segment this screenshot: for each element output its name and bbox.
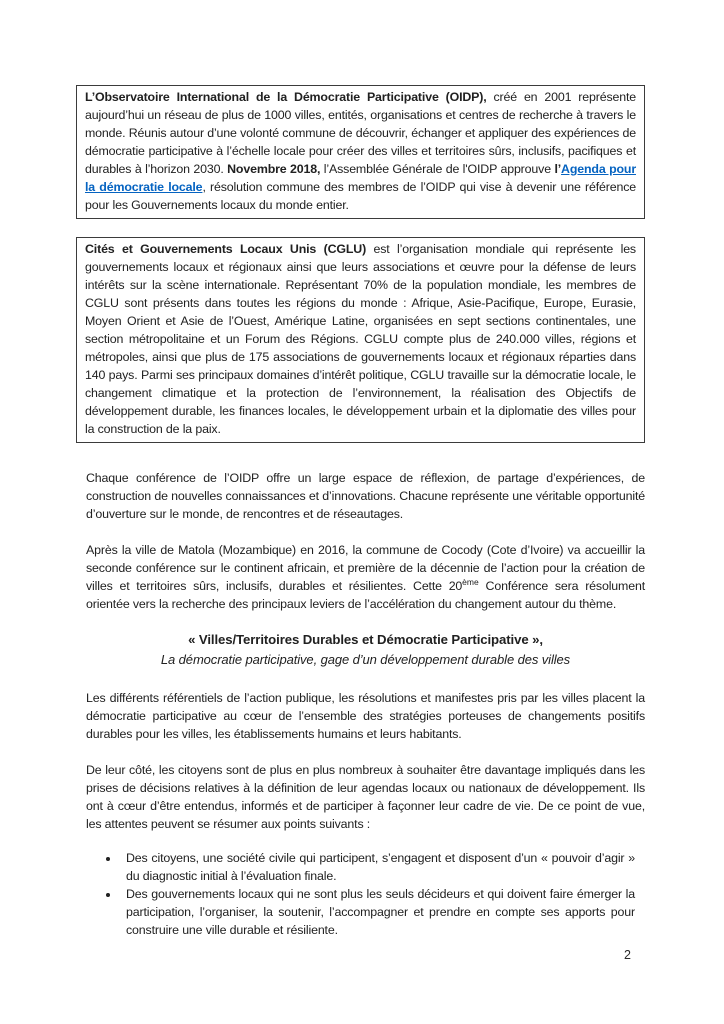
oidp-box-bold-apostrophe: l’ [554, 162, 562, 176]
expectation-item-citoyens: • Des citoyens, une société civile qui participent, s’engagent et disposent d’un « pouvoir d’agir » du diagnostic initial à l’évaluation finale. [120, 849, 635, 885]
cglu-box-bold-intro: Cités et Gouvernements Locaux Unis (CGLU) [85, 242, 367, 256]
paragraph-cocody-conference [86, 541, 645, 613]
cocody-text-a: Après la ville de Matola (Mozambique) en 2016, la commune de Cocody (Cote d’Ivoire) va accueillir la seconde conférence sur le continent africain, et première de la décennie de l’action pour la création de villes et territoires sûrs, inclusifs, durables et résilientes. Cette 20 [86, 543, 645, 593]
expectation-item-gouvernements: • Des gouvernements locaux qui ne sont plus les seuls décideurs et qui doivent faire émerger la participation, l’organiser, la soutenir, l’accompagner et prendre en compte ses apports pour construire une ville durable et résiliente. [120, 885, 635, 939]
oidp-box-text-b: l’Assemblée Générale de l'OIDP approuve [320, 162, 555, 176]
cocody-text-b: Conférence sera résolument orientée vers la recherche des principaux leviers de l’accélération du changement autour du thème. [86, 579, 645, 611]
agenda-democratie-locale-link[interactable]: Agenda pour la démocratie locale [85, 162, 636, 194]
conference-theme-title: « Villes/Territoires Durables et Démocratie Participative », [188, 632, 543, 647]
cglu-info-box [76, 237, 645, 443]
oidp-box-text-a: créé en 2001 représente aujourd’hui un réseau de plus de 1000 villes, entités, organisations et centres de recherche à travers le monde. Réunis autour d’une volonté commune de découvrir, échanger et appliquer des expériences de démocratie participative à l’échelle locale pour créer des villes et territoires sûrs, inclusifs, pacifiques et durables à l’horizon 2030. [85, 90, 637, 176]
oidp-box-bold-intro: L’Observatoire International de la Démocratie Participative (OIDP), [85, 90, 487, 104]
paragraph-referentiels: Les différents référentiels de l’action publique, les résolutions et manifestes pris par les villes placent la démocratie participative au cœur de l’ensemble des stratégies porteuses de changements positifs durables pour les villes, les établissements humains et leurs habitants. [86, 691, 645, 741]
cglu-box-text: est l’organisation mondiale qui représente les gouvernements locaux et régionaux ainsi que leurs associations et œuvre pour la défense de leurs intérêts sur la scène internationale. Représentant 70% de la population mondiale, les membres de CGLU sont présents dans toutes les régions du monde : Afrique, Asie-Pacifique, Europe, Eurasie, Moyen Orient et Asie de l’Ouest, Amérique Latine, organisées en sept sections continentales, une section métropolitaine et un Forum des Régions. CGLU compte plus de 240.000 villes, régions et métropoles, ainsi que plus de 175 associations de gouvernements locaux et régionaux réparties dans 140 pays. Parmi ses principaux domaines d’intérêt politique, CGLU travaille sur la démocratie locale, le changement climatique et la protection de l’environnement, la réalisation des Objectifs de développement durable, les finances locales, le développement urbain et la diplomatie des villes pour la construction de la paix. [85, 242, 636, 436]
paragraph-citoyens: De leur côté, les citoyens sont de plus en plus nombreux à souhaiter être davantage impliqués dans les prises de décisions relatives à la définition de leur agendas locaux ou nationaux de développement. Ils ont à cœur d’être entendus, informés et de participer à façonner leur cadre de vie. De ce point de vue, les attentes peuvent se résumer aux points suivants : [86, 763, 645, 831]
cocody-ordinal-superscript: ème [462, 576, 479, 587]
conference-theme-subtitle: La démocratie participative, gage d’un développement durable des villes [160, 652, 571, 667]
oidp-info-box [76, 85, 645, 219]
oidp-box-bold-date: Novembre 2018, [227, 162, 321, 176]
expectations-bullet-list [86, 849, 635, 939]
paragraph-conference-intro: Chaque conférence de l’OIDP offre un large espace de réflexion, de partage d’expériences, de construction de nouvelles connaissances et d’innovations. Chacune représente une véritable opportunité d’ouverture sur le monde, de rencontres et de réseautages. [86, 471, 645, 521]
oidp-box-text-c: , résolution commune des membres de l’OIDP qui vise à devenir une référence pour les Gouvernements locaux du monde entier. [85, 180, 636, 212]
page-number: 2 [624, 948, 631, 962]
